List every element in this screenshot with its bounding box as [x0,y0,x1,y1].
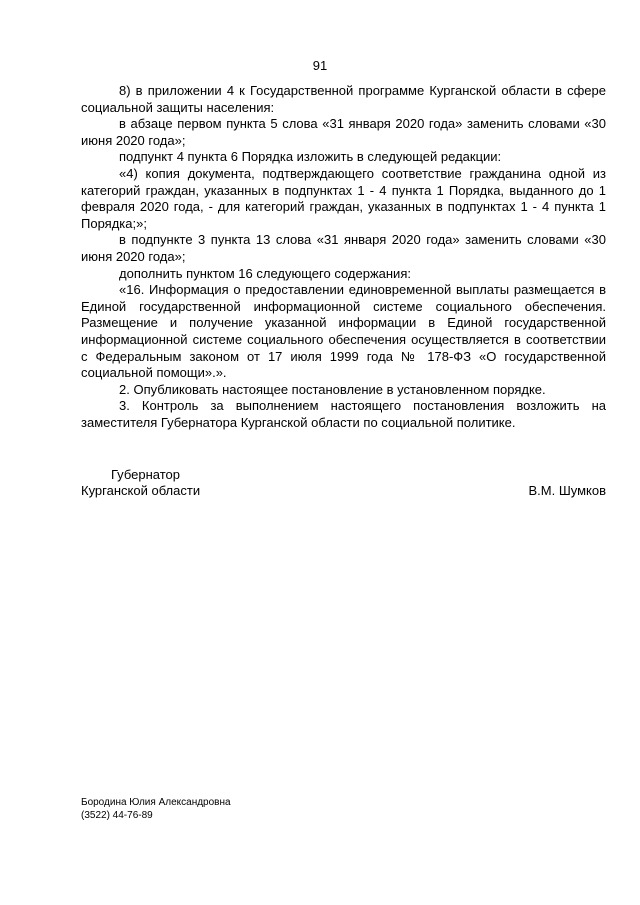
paragraph: 8) в приложении 4 к Государственной программе Курганской области в сфере социальной защиты населения: [81,83,606,115]
paragraph: дополнить пунктом 16 следующего содержания: [119,265,411,281]
paragraph: 3. Контроль за выполнением настоящего постановления возложить на заместителя Губернатора Курганской области по социальной политике. [81,398,606,430]
executor-name: Бородина Юлия Александровна [81,797,231,808]
paragraph: в подпункте 3 пункта 13 слова «31 января 2020 года» заменить словами «30 июня 2020 года»; [81,232,606,264]
document-body [81,83,606,431]
page-number: 91 [312,58,328,73]
executor-phone: (3522) 44-76-89 [81,810,153,821]
paragraph: подпункт 4 пункта 6 Порядка изложить в следующей редакции: [119,149,502,165]
paragraph: в абзаце первом пункта 5 слова «31 января 2020 года» заменить словами «30 июня 2020 года»; [81,116,606,148]
paragraph: «16. Информация о предоставлении единовременной выплаты размещается в Единой государственной информационной системе социального обеспечения. Размещение и получение указанной информации в Единой государственной информационной системе социального обеспечения осуществляется в соответствии с Федеральным законом от 17 июля 1999 года № 178-ФЗ «О государственной социальной помощи».». [81,282,606,381]
executor-info [81,796,231,822]
position-title: Губернатор [111,467,180,482]
paragraph: 2. Опубликовать настоящее постановление в установленном порядке. [119,381,546,397]
paragraph: «4) копия документа, подтверждающего соответствие гражданина одной из категорий граждан, указанных в подпунктах 1 - 4 пункта 1 Порядка, выданного до 1 февраля 2020 года, - для категорий граждан, указанных в подпунктах 1 - 4 пункта 1 Порядка;»; [81,165,606,231]
signatory-position [81,467,200,499]
position-region: Курганской области [81,483,201,498]
signatory-name: В.М. Шумков [528,483,606,498]
